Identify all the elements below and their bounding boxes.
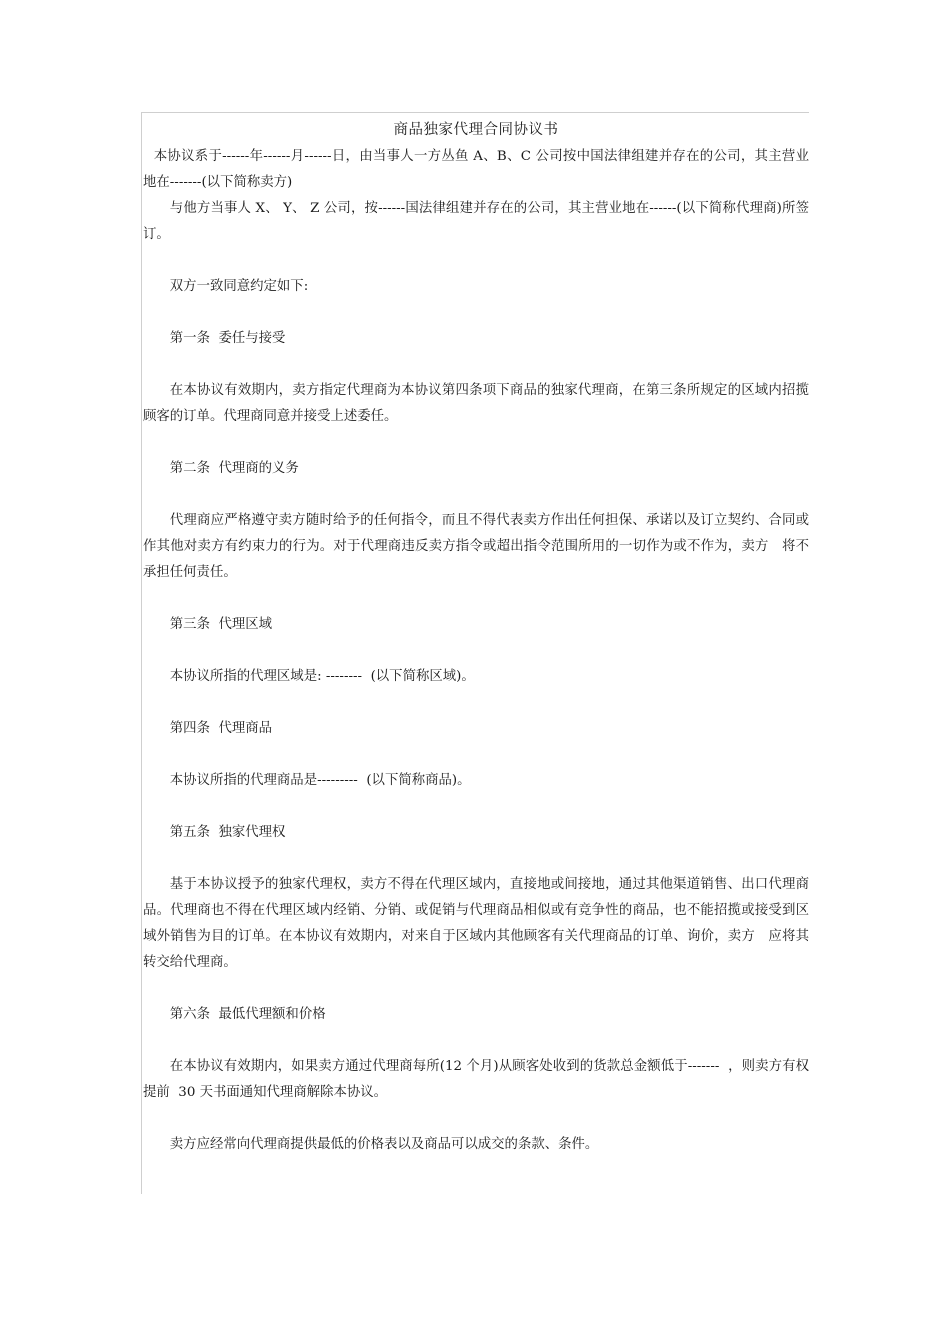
paragraph-spacer (143, 690, 809, 716)
paragraph-spacer (143, 430, 809, 456)
article-1-text: 在本协议有效期内，卖方指定代理商为本协议第四条项下商品的独家代理商，在第三条所规定的区域内招揽顾客的订单。代理商同意并接受上述委任。 (143, 383, 809, 424)
paragraph-spacer (143, 1106, 809, 1132)
paragraph-spacer (143, 352, 809, 378)
article-4-text: 本协议所指的代理商品是--------- (以下简称商品)。 (169, 773, 471, 788)
paragraph-spacer (143, 794, 809, 820)
page-frame-top-border (141, 112, 809, 113)
article-5-text: 基于本协议授予的独家代理权，卖方不得在代理区域内，直接地或间接地，通过其他渠道销售、出口代理商品。代理商也不得在代理区域内经销、分销、或促销与代理商品相似或有竞争性的商品，也不能招揽或接受到区域外销售为目的订单。在本协议有效期内，对来自于区域内其他顾客有关代理商品的订单、询价，卖方 应将其转交给代理商。 (143, 877, 809, 970)
paragraph-spacer (143, 586, 809, 612)
article-3-heading: 第三条 代理区域 (169, 617, 273, 632)
article-3-text: 本协议所指的代理区域是: -------- (以下简称区域)。 (169, 669, 475, 684)
document-body (143, 118, 809, 1158)
page-frame-left-border (141, 112, 142, 1194)
agreement-intro: 双方一致同意约定如下: (169, 279, 309, 294)
paragraph-spacer (143, 976, 809, 1002)
parties-paragraph: 与他方当事人 X、 Y、 Z 公司，按------国法律组建并存在的公司，其主营业地在------(以下简称代理商)所签订。 (143, 201, 809, 242)
paragraph-spacer (143, 742, 809, 768)
article-2-heading: 第二条 代理商的义务 (169, 461, 299, 476)
paragraph-spacer (143, 248, 809, 274)
paragraph-spacer (143, 638, 809, 664)
paragraph-spacer (143, 482, 809, 508)
article-6-heading: 第六条 最低代理额和价格 (169, 1007, 326, 1022)
article-6-text-2: 卖方应经常向代理商提供最低的价格表以及商品可以成交的条款、条件。 (169, 1137, 599, 1152)
article-1-heading: 第一条 委任与接受 (169, 331, 286, 346)
document-title: 商品独家代理合同协议书 (393, 122, 559, 138)
paragraph-spacer (143, 1028, 809, 1054)
article-5-heading: 第五条 独家代理权 (169, 825, 286, 840)
paragraph-spacer (143, 300, 809, 326)
preamble-paragraph: 本协议系于------年------月------日，由当事人一方丛鱼 A、B、C 公司按中国法律组建并存在的公司，其主营业地在-------(以下简称卖方) (143, 149, 809, 190)
paragraph-spacer (143, 846, 809, 872)
article-2-text: 代理商应严格遵守卖方随时给予的任何指令，而且不得代表卖方作出任何担保、承诺以及订立契约、合同或作其他对卖方有约束力的行为。对于代理商违反卖方指令或超出指令范围所用的一切作为或不作为，卖方 将不承担任何责任。 (143, 513, 809, 580)
article-6-text-1: 在本协议有效期内，如果卖方通过代理商每所(12 个月)从顾客处收到的货款总金额低于------- ，则卖方有权提前 30 天书面通知代理商解除本协议。 (143, 1059, 809, 1100)
article-4-heading: 第四条 代理商品 (169, 721, 273, 736)
